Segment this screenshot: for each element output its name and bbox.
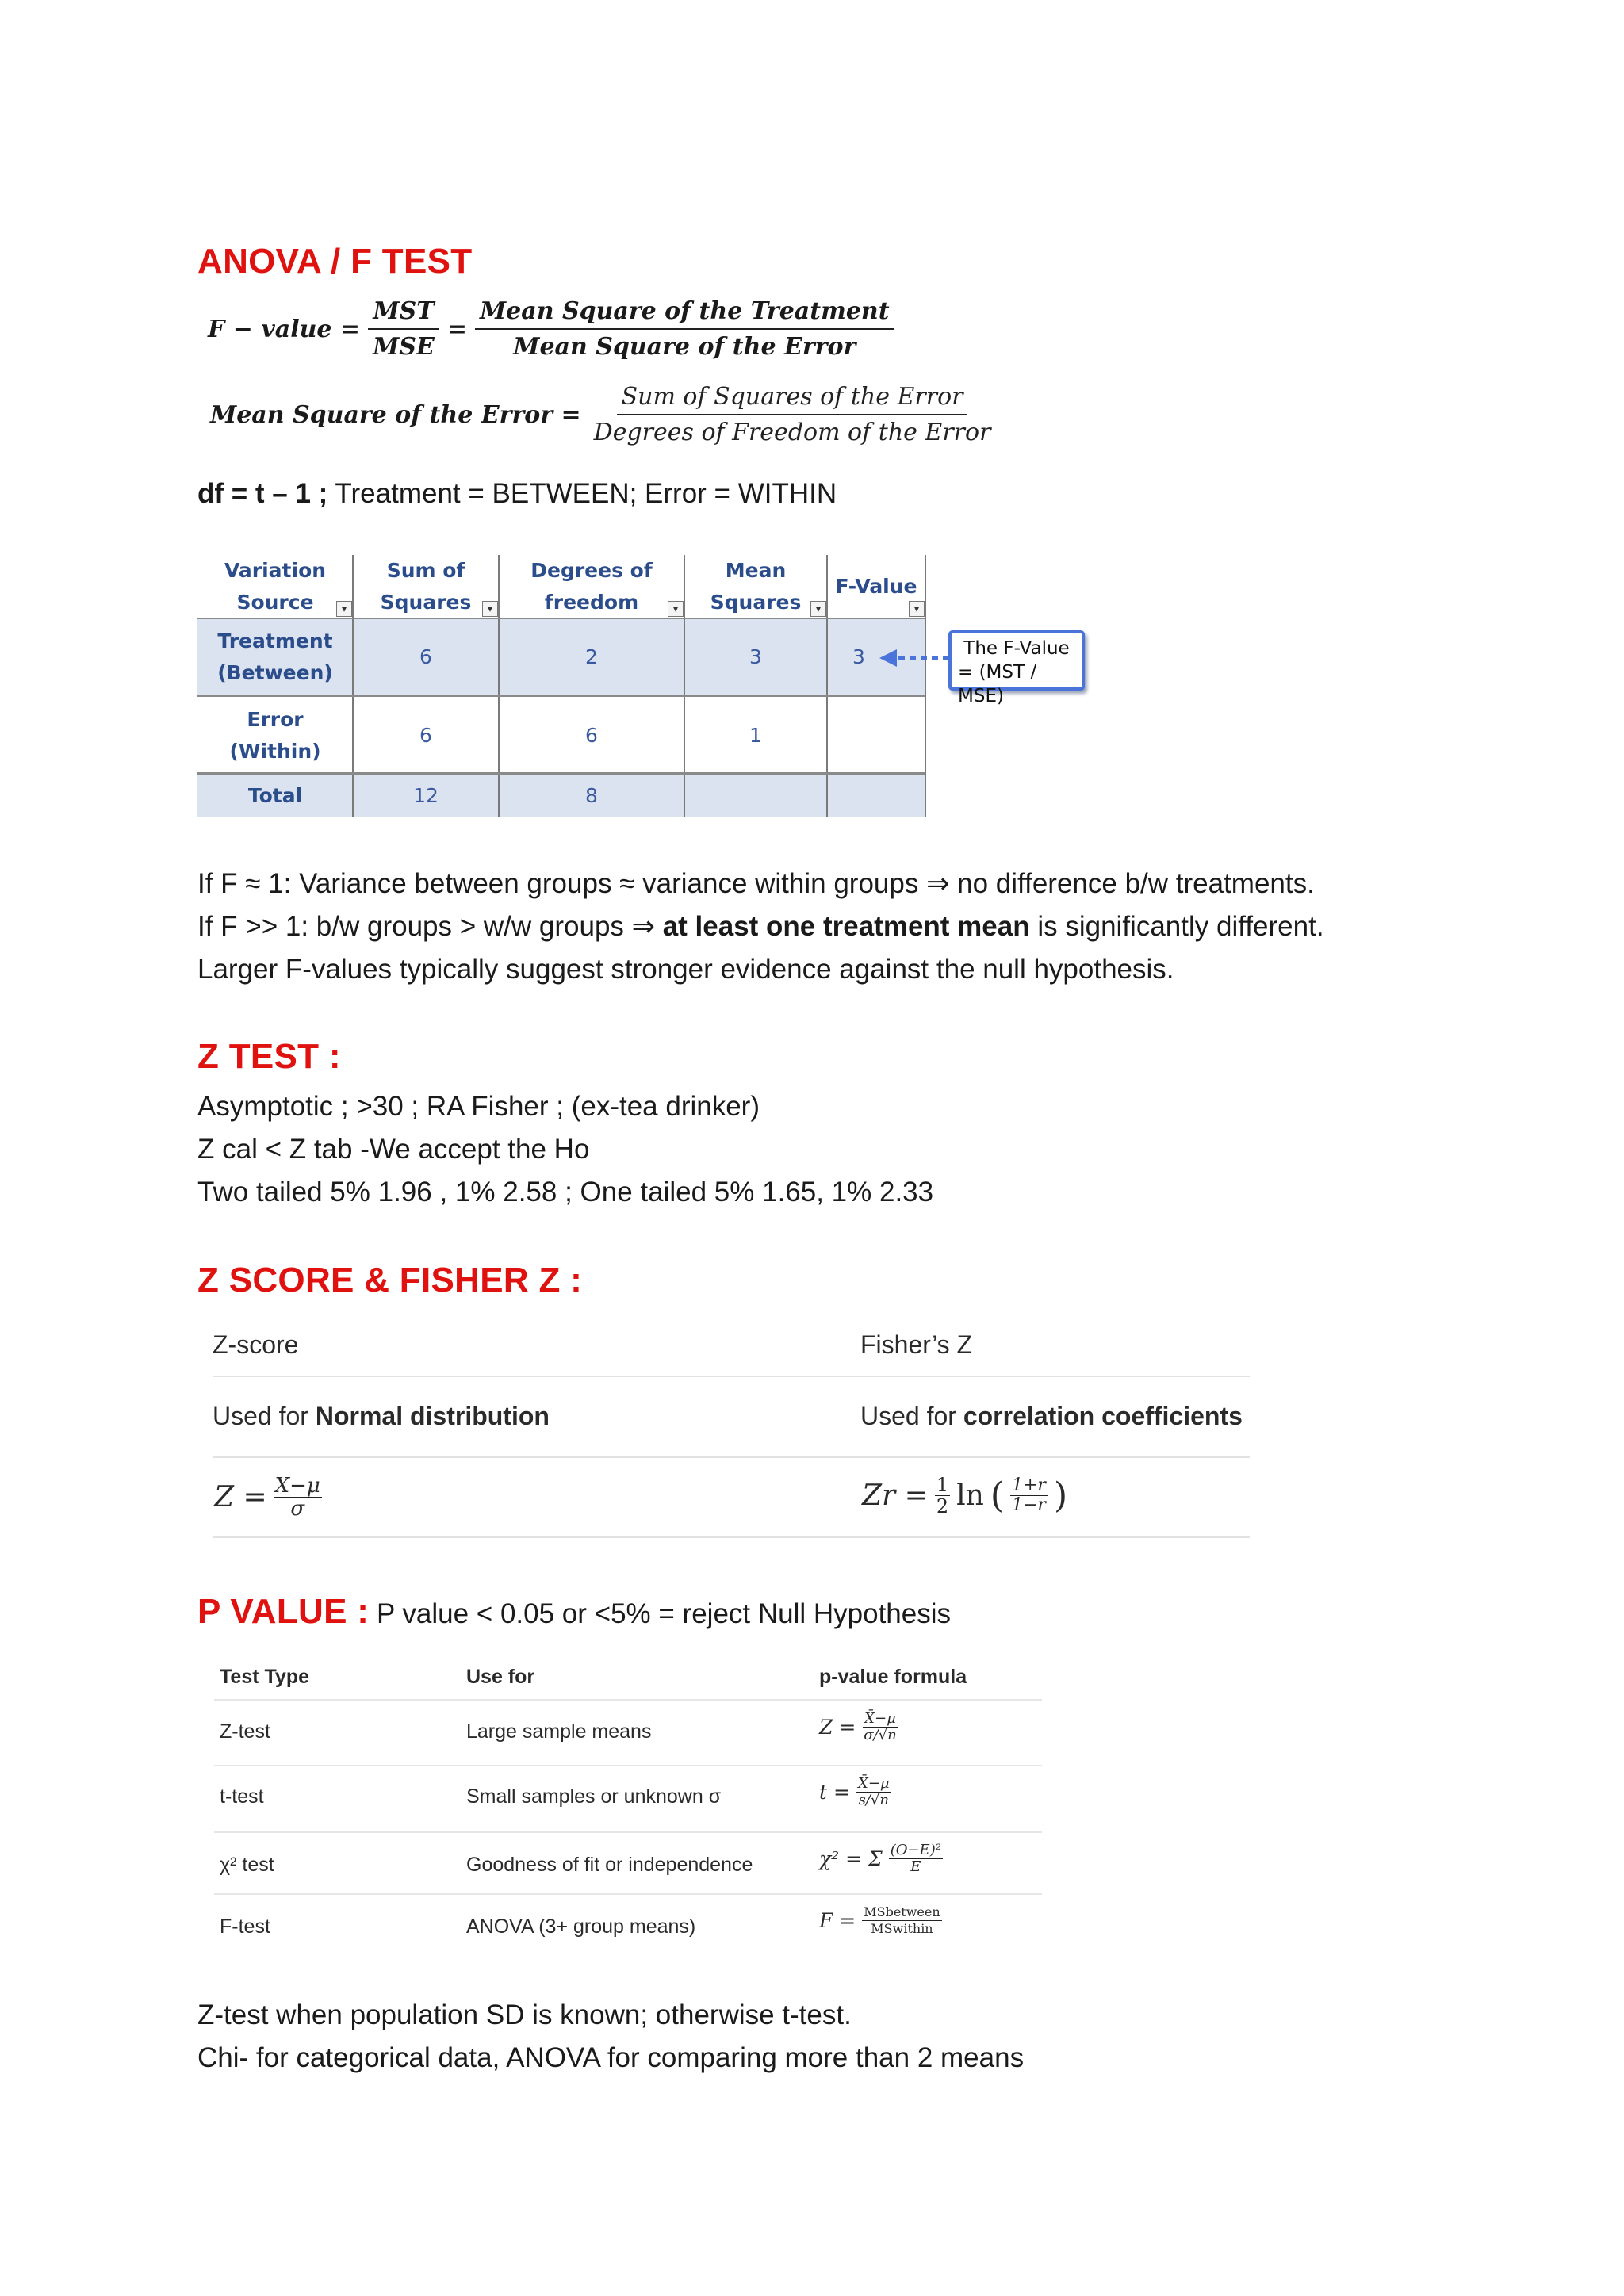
df-bold: df = t – 1 ;	[197, 478, 328, 509]
pvalue-footer	[197, 1994, 1593, 2080]
ztest-line: Z cal < Z tab -We accept the Ho	[197, 1134, 590, 1165]
filter-dropdown-icon[interactable]: ▾	[810, 601, 826, 617]
table-rule	[214, 1765, 1042, 1766]
grid-line	[826, 555, 828, 817]
ptable-formula-t: t = $\frac{X̄-\mu}{s/√n}$	[819, 1775, 890, 1808]
grid-line	[498, 555, 500, 817]
table-rule	[213, 1376, 1250, 1377]
ztest-heading: Z TEST :	[197, 1037, 341, 1076]
grid-line	[197, 772, 925, 775]
callout-line-1: The F-Value	[963, 638, 1070, 659]
sse-dfe-fraction	[589, 383, 996, 446]
zscore-heading: Z SCORE & FISHER Z :	[197, 1261, 583, 1299]
filter-dropdown-icon[interactable]: ▾	[336, 601, 352, 617]
table-rule	[214, 1831, 1042, 1833]
ptable-header-formula: p-value formula	[819, 1666, 967, 1688]
pvalue-heading: P VALUE :	[197, 1592, 370, 1631]
header-mean-squares: Mean Squares	[710, 559, 802, 614]
ptable-formula-chi: χ² = Σ (O−E)² E	[819, 1842, 941, 1875]
ptable-test-type: Z-test	[220, 1720, 270, 1743]
zscore-formula: Z = $\frac{X-\mu}{\sigma}$	[214, 1474, 320, 1521]
row-treatment-ss: 6	[419, 645, 432, 668]
ptable-formula-f: F = MSbetween MSwithin	[819, 1904, 940, 1936]
ptable-header-use-for: Use for	[466, 1666, 535, 1688]
table-rule	[214, 1893, 1042, 1895]
ptable-test-type: F-test	[220, 1915, 270, 1938]
table-rule	[213, 1536, 1250, 1538]
header-variation-source: Variation Source	[224, 559, 327, 614]
row-error-df: 6	[585, 723, 598, 747]
ptable-use-for: Small samples or unknown σ	[466, 1785, 722, 1808]
fisherz-used-for: Used for correlation coefficients	[860, 1402, 1243, 1430]
ptable-use-for: Goodness of fit or independence	[466, 1854, 753, 1876]
ptable-test-type: t-test	[220, 1785, 264, 1808]
row-total-ms	[684, 775, 827, 817]
table-rule	[213, 1456, 1250, 1458]
mst-full-fraction	[475, 297, 894, 361]
row-total-df: 8	[585, 783, 598, 807]
zscore-col-header: Z-score	[213, 1330, 299, 1359]
anova-table	[197, 555, 925, 817]
mse-lhs: Mean Square of the Error =	[210, 400, 581, 429]
fvalue-formula	[208, 297, 894, 361]
grid-line	[197, 618, 925, 619]
row-total-ss: 12	[413, 783, 439, 807]
row-treatment-ms: 3	[749, 645, 762, 668]
pvalue-heading-line	[197, 1592, 951, 1636]
row-treatment-df: 2	[585, 645, 598, 668]
ztest-lines	[197, 1085, 1593, 1214]
grid-line	[684, 555, 685, 817]
mst-label: MST	[368, 297, 439, 330]
filter-dropdown-icon[interactable]: ▾	[668, 601, 684, 617]
anova-heading: ANOVA / F TEST	[197, 242, 473, 281]
ztest-line: Asymptotic ; >30 ; RA Fisher ; (ex-tea drinker)	[197, 1091, 760, 1122]
row-treatment-source: Treatment (Between)	[217, 629, 333, 684]
fisherz-formula: Zr = $\frac{1}{2}$ ln ( 1+r 1−r )	[862, 1474, 1068, 1517]
header-degrees-of-freedom: Degrees of freedom	[530, 559, 653, 614]
header-sum-of-squares: Sum of Squares	[380, 559, 472, 614]
df-line	[197, 473, 837, 515]
df-rest: Treatment = BETWEEN; Error = WITHIN	[327, 478, 837, 509]
fisherz-col-header: Fisher’s Z	[860, 1330, 973, 1359]
ptable-test-type: χ² test	[220, 1854, 274, 1876]
pvalue-heading-rest: P value < 0.05 or <5% = reject Null Hypothesis	[369, 1598, 952, 1629]
mse-full-label: Mean Square of the Error	[513, 333, 856, 361]
equals-sign: =	[446, 315, 467, 343]
grid-line	[352, 555, 354, 817]
sse-label: Sum of Squares of the Error	[617, 383, 968, 415]
ptable-header-test-type: Test Type	[220, 1666, 309, 1688]
anova-notes	[197, 863, 1593, 991]
fvalue-lhs: F − value =	[208, 315, 361, 343]
note-line: Larger F-values typically suggest stronger evidence against the null hypothesis.	[197, 954, 1174, 985]
mse-formula	[210, 383, 995, 446]
filter-dropdown-icon[interactable]: ▾	[482, 601, 498, 617]
fvalue-callout	[948, 630, 1085, 706]
table-rule	[214, 1699, 1042, 1701]
note-line: If F ≈ 1: Variance between groups ≈ variance within groups ⇒ no difference b/w treatments.	[197, 868, 1315, 899]
row-treatment-f: 3	[852, 645, 865, 668]
row-error-f	[827, 696, 925, 775]
row-error-source: Error (Within)	[229, 707, 321, 763]
ptable-formula-z: Z = $\frac{X̄-\mu}{\sigma/√n}$	[819, 1710, 897, 1743]
mst-full-label: Mean Square of the Treatment	[475, 297, 894, 330]
footer-line: Chi- for categorical data, ANOVA for comparing more than 2 means	[197, 2042, 1025, 2073]
row-total-source: Total	[247, 783, 303, 807]
ptable-use-for: Large sample means	[466, 1720, 652, 1743]
callout-line-2: = (MST / MSE)	[958, 662, 1037, 706]
grid-line	[925, 555, 926, 817]
dfe-label: Degrees of Freedom of the Error	[593, 419, 991, 446]
header-f-value: F-Value	[835, 575, 917, 598]
footer-line: Z-test when population SD is known; otherwise t-test.	[197, 1999, 852, 2030]
row-error-ms: 1	[749, 723, 762, 747]
zscore-used-for: Used for Normal distribution	[213, 1402, 550, 1430]
note-line: If F >> 1: b/w groups > w/w groups ⇒ at least one treatment mean is significantly different.	[197, 911, 1324, 942]
row-error-ss: 6	[419, 723, 432, 747]
mst-mse-fraction	[368, 297, 439, 361]
ztest-line: Two tailed 5% 1.96 , 1% 2.58 ; One tailed 5% 1.65, 1% 2.33	[197, 1177, 934, 1207]
dashed-arrow-icon	[876, 646, 952, 670]
ptable-use-for: ANOVA (3+ group means)	[466, 1915, 696, 1938]
mse-label: MSE	[373, 333, 435, 361]
row-total-f	[827, 775, 925, 817]
filter-dropdown-icon[interactable]: ▾	[909, 601, 925, 617]
grid-line	[197, 695, 925, 697]
